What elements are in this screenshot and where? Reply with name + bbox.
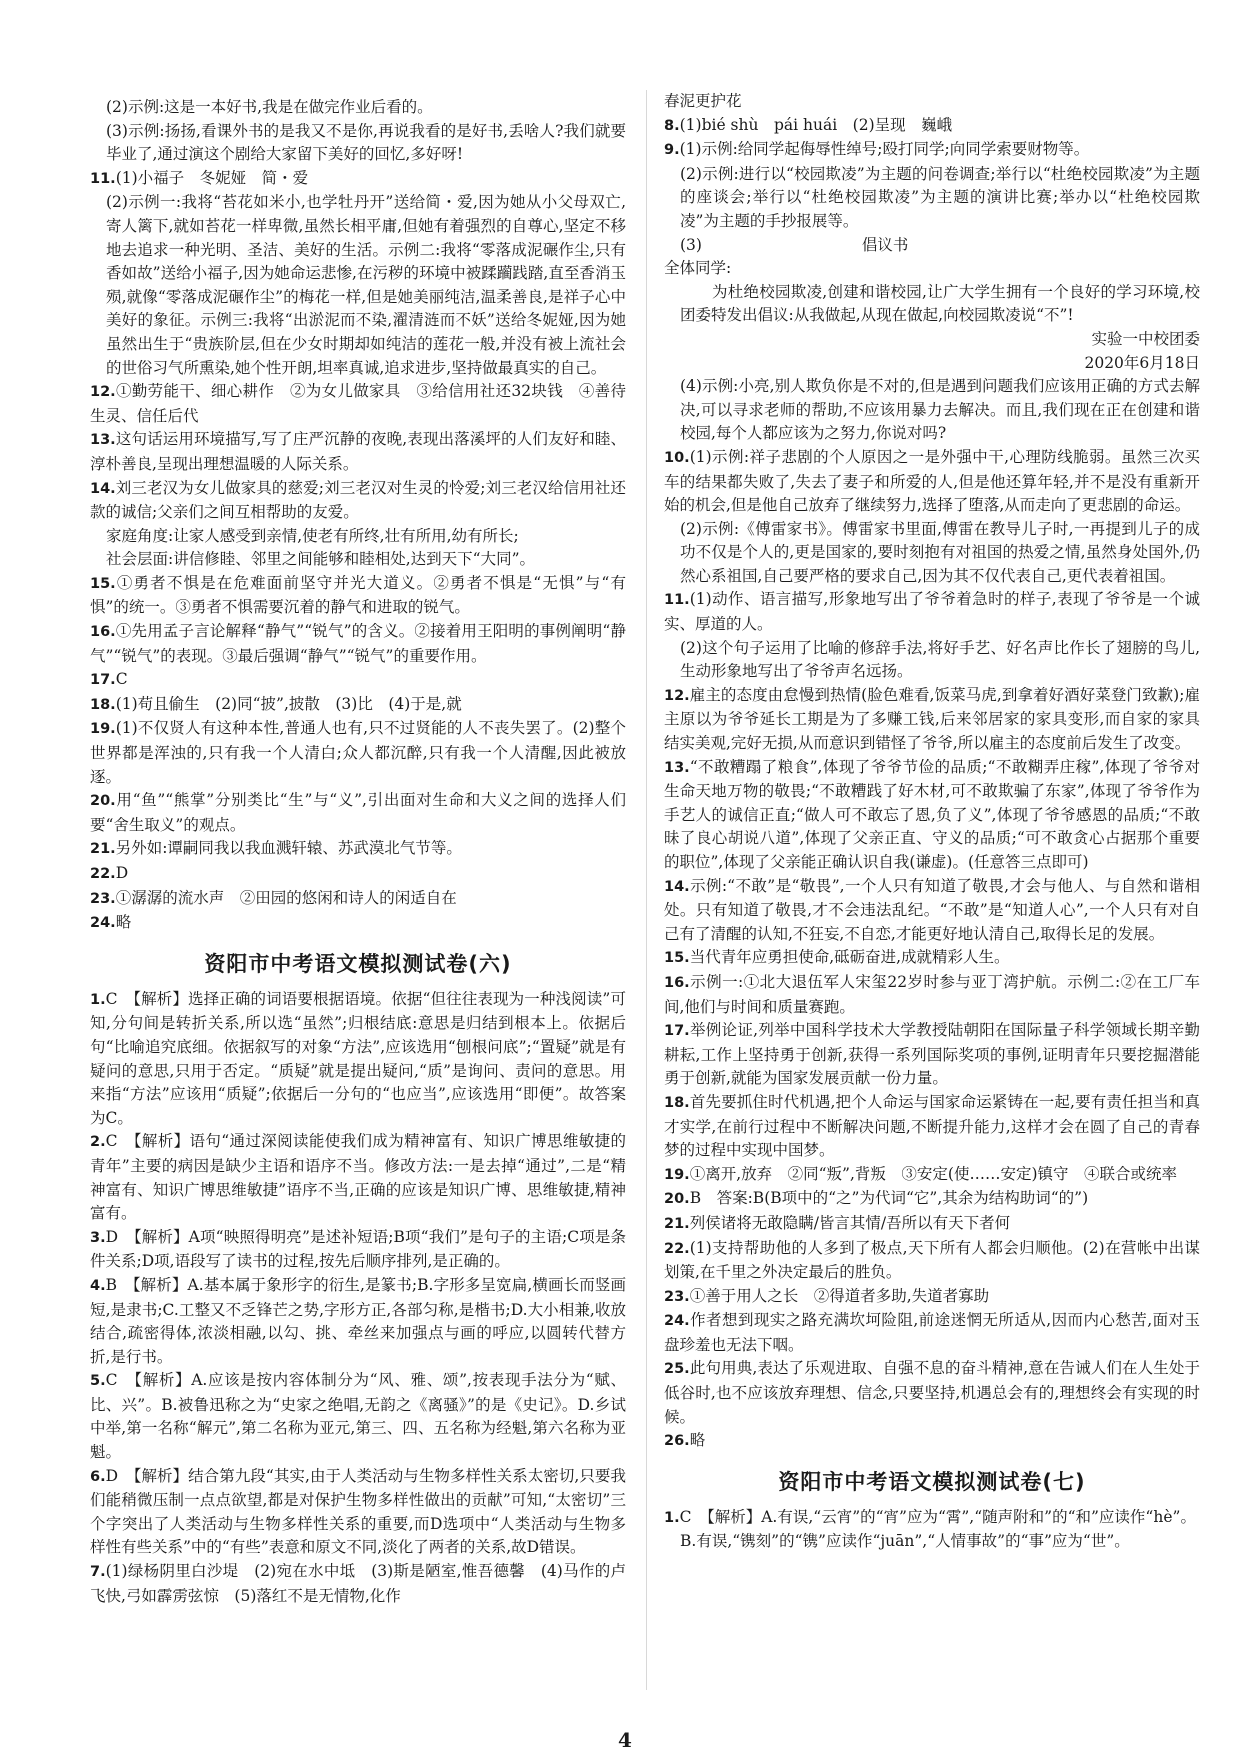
answer-number: 23. xyxy=(90,890,116,907)
answer-number: 24. xyxy=(664,1313,690,1330)
answer-item xyxy=(90,668,626,693)
answer-text: C 【解析】A.应该是按内容体制分为“风、雅、颂”,按表现手法分为“赋、比、兴”。B.被鲁迅称之为“史家之绝唱,无韵之《离骚》”的是《史记》。D.乡试中举,第一名称“解元”,第二名称为亚元,第三、四、五名称为经魁,第六名称为亚魁。 xyxy=(90,1371,626,1462)
answer-item xyxy=(90,167,626,192)
answer-item xyxy=(664,138,1200,163)
left-answers-part-1 xyxy=(90,96,626,936)
answer-text: D xyxy=(115,864,129,882)
answer-text: (3)示例:扬扬,看课外书的是我又不是你,再说我看的是好书,丢啥人?我们就要毕业了,通过演这个剧给大家留下美好的回忆,多好呀! xyxy=(106,121,626,164)
answer-item xyxy=(90,789,626,837)
answer-text: 这句话运用环境描写,写了庄严沉静的夜晚,表现出落溪坪的人们友好和睦、淳朴善良,呈现出理想温暖的人际关系。 xyxy=(90,430,626,473)
answer-item xyxy=(90,572,626,620)
answer-number: 24. xyxy=(90,915,116,932)
answer-text: 刘三老汉为女儿做家具的慈爱;刘三老汉对生灵的怜爱;刘三老汉给信用社还款的诚信;父亲们之间互相帮助的友爱。 xyxy=(90,478,626,522)
proposal-date: 2020年6月18日 xyxy=(1084,353,1200,372)
answer-text: ①离开,放弃 ②同“叛”,背叛 ③安定(使……安定)镇守 ④联合或统率 xyxy=(689,1164,1177,1183)
proposal-body: 为杜绝校园欺凌,创建和谐校园,让广大学生拥有一个良好的学习环境,校团委特发出倡议:从我做起,从现在做起,向校园欺凌说“不”! xyxy=(680,282,1200,325)
answer-number: 18. xyxy=(664,1094,690,1111)
answer-text: 示例:“不敢”是“敬畏”,一个人只有知道了敬畏,才会与他人、与自然和谐相处。只有知道了敬畏,才不会违法乱纪。“不敢”是“知道人心”,一个人只有对自己有了清醒的认知,不狂妄,不自恋,才能更好地认清自己,取得长足的发展。 xyxy=(664,876,1200,943)
page-number: 4 xyxy=(618,1728,632,1752)
answer-item xyxy=(664,1285,1200,1310)
answer-number: 14. xyxy=(90,480,116,497)
answer-number: 15. xyxy=(90,575,116,592)
left-answers-part-2 xyxy=(90,988,626,1608)
right-answers-part-3 xyxy=(664,1506,1200,1554)
answer-item xyxy=(664,518,1200,589)
answer-item xyxy=(664,1357,1200,1429)
answer-text: C 【解析】A.有误,“云宵”的“宵”应为“霄”,“随声附和”的“和”应读作“hè”。 xyxy=(679,1507,1196,1526)
answer-number: 9. xyxy=(664,142,680,159)
answer-item xyxy=(90,1465,626,1560)
answer-number: 13. xyxy=(90,432,116,449)
answer-text: “不敢糟蹋了粮食”,体现了爷爷节俭的品质;“不敢糊弄庄稼”,体现了爷爷对生命天地万物的敬畏;“不敢糟践了好木材,可不敢欺骗了东家”,体现了爷爷作为手艺人的诚信正直;“做人可不敢忘了恩,负了义”,体现了爷爷感恩的品质;“不敢昧了良心胡说八道”,体现了父亲正直、守义的品质;“可不敢贪心占据那个重要的职位”,体现了父亲能正确认识自我(谦虚)。(任意答三点即可) xyxy=(664,757,1200,871)
right-answers-part-2 xyxy=(664,375,1200,1454)
answer-item xyxy=(664,1091,1200,1163)
answer-item xyxy=(90,548,626,572)
answer-text: B 答案:B(B项中的“之”为代词“它”,其余为结构助词“的”) xyxy=(689,1189,1089,1208)
answer-number: 23. xyxy=(664,1288,690,1305)
answer-number: 5. xyxy=(90,1373,106,1390)
answer-number: 6. xyxy=(90,1468,106,1485)
proposal-signature: 实验一中校团委 xyxy=(1091,329,1200,348)
answer-number: 16. xyxy=(90,624,116,641)
answer-text: (1)苟且偷生 (2)同“披”,披散 (3)比 (4)于是,就 xyxy=(115,694,462,713)
answer-text: ①潺潺的流水声 ②田园的悠闲和诗人的闲适自在 xyxy=(115,888,457,907)
answer-item xyxy=(664,1187,1200,1212)
right-column xyxy=(664,90,1200,1554)
answer-item xyxy=(664,971,1200,1019)
answer-text: B 【解析】A.基本属于象形字的衍生,是篆书;B.字形多呈宽扁,横画长而竖画短,是隶书;C.工整又不乏锋芒之势,字形方正,各部匀称,是楷书;D.大小相兼,收放结合,疏密得体,浓淡相融,以勾、挑、牵丝来加强点与画的呼应,以圆转代替方折,是行书。 xyxy=(90,1275,626,1366)
answer-text: B.有误,“镌刻”的“镌”应读作“juān”,“人情事故”的“事”应为“世”。 xyxy=(680,1532,1130,1551)
answer-text: (1)示例:祥子悲剧的个人原因之一是外强中干,心理防线脆弱。虽然三次买车的结果都失败了,失去了妻子和所爱的人,但是他还算年轻,并不是没有重新开始的机会,但是他自己放弃了继续努力,选择了堕落,从而走向了更悲剧的命运。 xyxy=(664,447,1200,515)
answer-item xyxy=(90,620,626,668)
answer-text: (1)不仅贤人有这种本性,普通人也有,只不过贤能的人不丧失罢了。(2)整个世界都是浑浊的,只有我一个人清白;众人都沉醉,只有我一个人清醒,因此被放逐。 xyxy=(90,719,626,786)
answer-number: 1. xyxy=(90,991,106,1008)
answer-item xyxy=(90,120,626,167)
answer-text: C xyxy=(115,670,128,689)
answer-text: D 【解析】A项“映照得明亮”是述补短语;B项“我们”是句子的主语;C项是条件关系;D项,语段写了读书的过程,按先后顺序排列,是正确的。 xyxy=(90,1227,626,1271)
answer-text: 此句用典,表达了乐观进取、自强不息的奋斗精神,意在告诫人们在人生处于低谷时,也不应该放弃理想、信念,只要坚持,机遇总会有的,理想终会有实现的时候。 xyxy=(664,1359,1200,1426)
answer-text: 用“鱼”“熊掌”分别类比“生”与“义”,引出面对生命和大义之间的选择人们要“舍生取义”的观点。 xyxy=(90,791,626,834)
answer-item xyxy=(90,191,626,380)
answer-item xyxy=(90,862,626,887)
answer-item xyxy=(664,1163,1200,1188)
answer-number: 26. xyxy=(664,1433,690,1450)
answer-item xyxy=(90,911,626,936)
answer-text: ①善于用人之长 ②得道者多助,失道者寡助 xyxy=(689,1286,990,1305)
section-title-six: 资阳市中考语文模拟测试卷(六) xyxy=(204,951,512,976)
answer-number: 3. xyxy=(90,1229,106,1246)
answer-number: 20. xyxy=(90,793,116,810)
answer-text: D 【解析】结合第九段“其实,由于人类活动与生物多样性关系太密切,只要我们能稍微压制一点点欲望,都是对保护生物多样性做出的贡献”可知,“太密切”三个字突出了人类活动与生物多样性关系的重要,而D选项中“人类活动与生物多样性有些关系”中的“有些”表意和原文不同,淡化了两者的关系,故D错误。 xyxy=(90,1466,626,1557)
answer-number: 22. xyxy=(90,866,116,882)
answer-item xyxy=(664,114,1200,139)
answer-text: 作者想到现实之路充满坎坷险阻,前途迷惘无所适从,因而内心愁苦,面对玉盘珍羞也无法下咽。 xyxy=(664,1311,1200,1354)
answer-number: 1. xyxy=(664,1509,680,1526)
answer-item xyxy=(664,1019,1200,1091)
answer-number: 8. xyxy=(664,117,680,134)
answer-number: 10. xyxy=(664,449,690,466)
answer-number: 12. xyxy=(664,687,690,704)
answer-text: (2)这个句子运用了比喻的修辞手法,将好手艺、好名声比作长了翅膀的鸟儿,生动形象地写出了爷爷声名远扬。 xyxy=(680,638,1200,681)
answer-number: 21. xyxy=(664,1215,690,1232)
answer-text: (2)示例一:我将“苔花如米小,也学牡丹开”送给简・爱,因为她从小父母双亡,寄人篱下,就如苔花一样卑微,虽然长相平庸,但她有着强烈的自尊心,坚定不移地去追求一种光明、圣洁、美好的生活。示例二:我将“零落成泥碾作尘,只有香如故”送给小福子,因为她命运悲惨,在污秽的环境中被蹂躏践踏,直至香消玉殒,就像“零落成泥碾作尘”的梅花一样,但是她美丽纯洁,温柔善良,是祥子心中美好的象征。示例三:我将“出淤泥而不染,濯清涟而不妖”送给冬妮娅,因为她虽然出生于“贵族阶层,但在少女时期却如纯洁的莲花一般,并没有被上流社会的世俗习气所熏染,她个性开朗,坦率真诚,追求进步,坚持做最真实的自己。 xyxy=(106,193,626,377)
answer-text: (1)示例:给同学起侮辱性绰号;殴打同学;向同学索要财物等。 xyxy=(679,140,1090,159)
answer-item xyxy=(90,1130,626,1225)
answer-text: ①勤劳能干、细心耕作 ②为女儿做家具 ③给信用社还32块钱 ④善待生灵、信任后代 xyxy=(90,382,626,425)
proposal-header xyxy=(664,234,1200,258)
answer-number: 15. xyxy=(664,950,690,967)
answer-item xyxy=(664,1506,1200,1531)
answer-text: (4)示例:小亮,别人欺负你是不对的,但是遇到问题我们应该用正确的方式去解决,可以寻求老师的帮助,不应该用暴力去解决。而且,我们现在正在创建和谐校园,每个人都应该为之努力,你说对吗? xyxy=(680,377,1200,443)
answer-text: 另外如:谭嗣同我以我血溅轩辕、苏武漠北气节等。 xyxy=(115,839,462,858)
answer-text: 略 xyxy=(115,913,132,932)
answer-item xyxy=(664,875,1200,947)
proposal-greeting: 全体同学: xyxy=(664,259,732,278)
answer-text: C 【解析】选择正确的词语要根据语境。依据“但往往表现为一种浅阅读”可知,分句间是转折关系,所以选“虽然”;归根结底:意思是归结到根本上。依据后句“比喻追究底细。依据叙写的对象“方法”,应该选用“刨根问底”;“置疑”就是有疑问的意思,只用于否定。“质疑”就是提出疑问,“质”是询问、责问的意思。用来指“方法”应该用“质疑”;依据后一分句的“也应当”,应该选用“即便”。故答案为C。 xyxy=(90,989,626,1127)
answer-number: 7. xyxy=(90,1564,106,1581)
answer-text: 当代青年应勇担使命,砥砺奋进,成就精彩人生。 xyxy=(689,948,1010,967)
answer-number: 22. xyxy=(664,1240,690,1257)
answer-text: 雇主的态度由怠慢到热情(脸色难看,饭菜马虎,到拿着好酒好菜登门致歉);雇主原以为爷爷延长工期是为了多赚工钱,后来邻居家的家具变形,而自家的家具结实美观,完好无损,从而意识到错怪了爷爷,所以雇主的态度前后发生了改变。 xyxy=(664,685,1200,753)
proposal-label: (3) xyxy=(680,235,702,254)
answer-text: 首先要抓住时代机遇,把个人命运与国家命运紧铸在一起,要有责任担当和真才实学,在前行过程中不断解决问题,不断提升能力,这样才会在圆了自己的青春梦的过程中实现中国梦。 xyxy=(664,1092,1200,1160)
answer-text: ①勇者不惧是在危难面前坚守并光大道义。②勇者不惧是“无惧”与“有惧”的统一。③勇者不惧需要沉着的静气和进取的锐气。 xyxy=(90,573,626,617)
section-title-seven: 资阳市中考语文模拟测试卷(七) xyxy=(778,1469,1086,1494)
answer-item xyxy=(90,693,626,718)
answer-item xyxy=(90,1226,626,1274)
answer-number: 13. xyxy=(664,759,690,776)
answer-text: 列侯诸将无敢隐瞒/皆言其情/吾所以有天下者何 xyxy=(689,1213,1011,1232)
answer-text: (2)示例:这是一本好书,我是在做完作业后看的。 xyxy=(106,98,433,116)
answer-item xyxy=(90,887,626,912)
answer-item xyxy=(90,380,626,428)
answer-item xyxy=(90,1369,626,1464)
left-column xyxy=(90,96,626,1608)
answer-number: 21. xyxy=(90,841,116,858)
answer-item xyxy=(664,588,1200,636)
answer-number: 4. xyxy=(90,1277,106,1294)
answer-item xyxy=(664,1530,1200,1554)
proposal-heading: 倡议书 xyxy=(861,235,909,254)
answer-number: 19. xyxy=(664,1166,690,1183)
answer-text: (2)示例:《傅雷家书》。傅雷家书里面,傅雷在教导儿子时,一再提到儿子的成功不仅是个人的,更是国家的,要时刻抱有对祖国的热爱之情,虽然身处国外,仍然心系祖国,自己要严格的要求自己,因为其不仅代表自己,更代表着祖国。 xyxy=(680,519,1200,585)
answer-item xyxy=(664,1309,1200,1357)
answer-item xyxy=(90,837,626,862)
answer-item xyxy=(90,717,626,789)
answer-text: (2)示例:进行以“校园欺凌”为主题的问卷调查;举行以“杜绝校园欺凌”为主题的座谈会;举行以“杜绝校园欺凌”为主题的演讲比赛;举办以“杜绝校园欺凌”为主题的手抄报展等。 xyxy=(680,164,1200,230)
answer-text: ①先用孟子言论解释“静气”“锐气”的含义。②接着用王阳明的事例阐明“静气”“锐气”的表现。③最后强调“静气”“锐气”的重要作用。 xyxy=(90,622,626,665)
answer-number: 17. xyxy=(90,672,116,689)
answer-item xyxy=(90,1560,626,1608)
answer-item xyxy=(664,446,1200,518)
answer-item xyxy=(664,637,1200,684)
answer-number: 20. xyxy=(664,1191,690,1208)
answer-item xyxy=(90,525,626,549)
answer-text: 示例一:①北大退伍军人宋玺22岁时参与亚丁湾护航。示例二:②在工厂车间,他们与时间和质量赛跑。 xyxy=(664,972,1200,1016)
answer-text: (1)绿杨阴里白沙堤 (2)宛在水中坻 (3)斯是陋室,惟吾德馨 (4)马作的卢飞快,弓如霹雳弦惊 (5)落红不是无情物,化作 xyxy=(90,1562,626,1605)
answer-number: 16. xyxy=(664,974,690,991)
answer-text: (1)bié shù pái huái (2)呈现 巍峨 xyxy=(679,115,953,134)
answer-text: (1)动作、语言描写,形象地写出了爷爷着急时的样子,表现了爷爷是一个诚实、厚道的人。 xyxy=(664,590,1200,634)
answer-number: 17. xyxy=(664,1023,690,1040)
answer-number: 14. xyxy=(664,878,690,895)
answer-item xyxy=(90,477,626,525)
answer-text: 春泥更护花 xyxy=(664,92,742,110)
answer-number: 11. xyxy=(664,592,690,609)
answer-number: 11. xyxy=(90,170,116,187)
answer-text: (1)支持帮助他的人多到了极点,天下所有人都会归顺他。(2)在营帐中出谋划策,在千里之外决定最后的胜负。 xyxy=(664,1238,1200,1282)
proposal-letter xyxy=(664,234,1200,376)
answer-number: 18. xyxy=(90,696,116,713)
answer-text: 社会层面:讲信修睦、邻里之间能够和睦相处,达到天下“大同”。 xyxy=(106,550,535,569)
answer-number: 12. xyxy=(90,384,116,401)
answer-item xyxy=(664,1237,1200,1285)
right-answers-part-1 xyxy=(664,90,1200,234)
answer-item xyxy=(90,428,626,476)
answer-text: (1)小福子 冬妮娅 简・爱 xyxy=(115,168,309,187)
answer-text: C 【解析】语句“通过深阅读能使我们成为精神富有、知识广博思维敏捷的青年”主要的病因是缺少主语和语序不当。修改方法:一是去掉“通过”,二是“精神富有、知识广博思维敏捷”语序不当,正确的应该是知识广博、思维敏捷,精神富有。 xyxy=(90,1132,626,1223)
answer-item xyxy=(664,684,1200,756)
answer-text: 举例论证,列举中国科学技术大学教授陆朝阳在国际量子科学领域长期辛勤耕耘,工作上坚持勇于创新,获得一系列国际奖项的事例,证明青年只要挖掘潜能勇于创新,就能为国家发展贡献一份力量。 xyxy=(664,1021,1200,1088)
answer-item xyxy=(664,1212,1200,1237)
answer-item xyxy=(90,1274,626,1369)
answer-item xyxy=(664,756,1200,875)
answer-number: 25. xyxy=(664,1361,690,1378)
answer-item xyxy=(664,163,1200,234)
answer-item xyxy=(664,375,1200,446)
answer-item xyxy=(664,1429,1200,1454)
answer-number: 19. xyxy=(90,721,116,738)
answer-item xyxy=(90,96,626,120)
column-divider xyxy=(646,90,647,1690)
answer-number: 2. xyxy=(90,1134,106,1151)
answer-item xyxy=(664,946,1200,971)
answer-text: 略 xyxy=(689,1431,706,1450)
answer-item xyxy=(90,988,626,1131)
answer-text: 家庭角度:让家人感受到亲情,使老有所终,壮有所用,幼有所长; xyxy=(106,526,519,545)
answer-item xyxy=(664,90,1200,114)
